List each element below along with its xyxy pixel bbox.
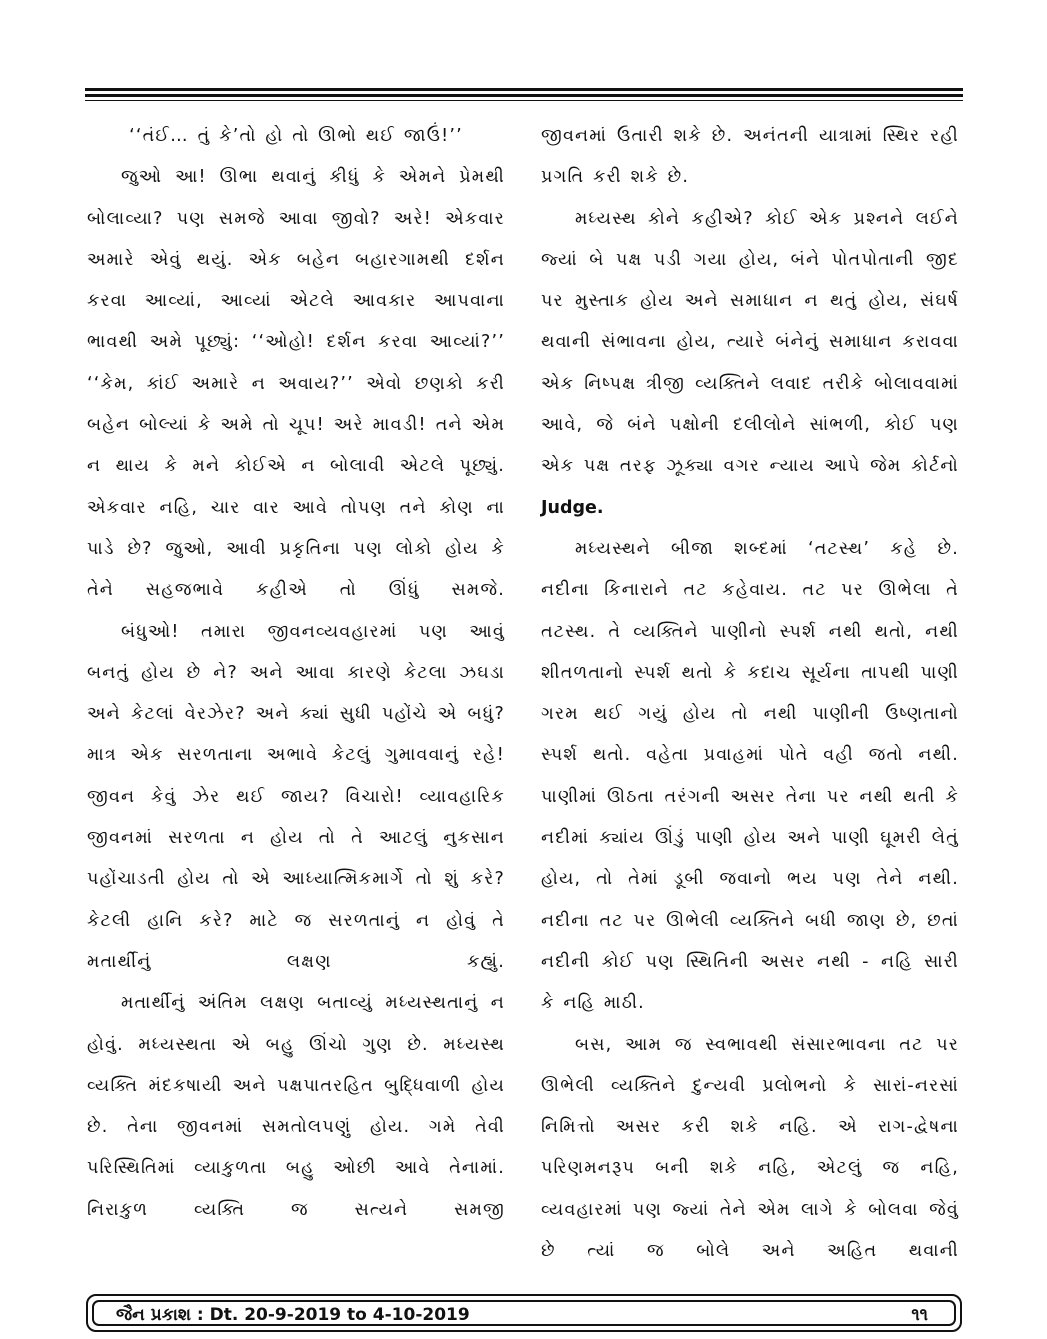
header-rule-thin (85, 100, 963, 101)
page-number: ૧૧ (911, 1305, 928, 1325)
left-column (87, 116, 505, 1231)
left-paragraph-2: જુઓ આ! ઊભા થવાનું કીધું કે એમને પ્રેમથી બોલાવ્યા? પણ સમજે આવા જીવો? અરે! એકવાર અમારે એવું થયું. એક બહેન બહારગામથી દર્શન કરવા આવ્યાં, આવ્યાં એટલે આવકાર આપવાના ભાવથી અમે પૂછ્યું: ‘‘ઓહો! દર્શન કરવા આવ્યાં?’’ ‘‘કેમ, કાંઈ અમારે ન અવાય?’’ એવો છણકો કરી બહેન બોલ્યાં કે અમે તો ચૂપ! અરે માવડી! તને એમ ન થાય કે મને કોઈએ ન બોલાવી એટલે પૂછ્યું. એકવાર નહિ, ચાર વાર આવે તોપણ તને કોણ ના પાડે છે? જુઓ, આવી પ્રકૃતિના પણ લોકો હોય કે તેને સહજભાવે કહીએ તો ઊંધું સમજે. (87, 167, 505, 601)
left-paragraph-1: ‘‘તંઈ… તું કે’તો હો તો ઊભો થઈ જાઉં!’’ (129, 126, 463, 146)
footer-frame (86, 1294, 962, 1332)
left-paragraph-4: મતાર્થીનું અંતિમ લક્ષણ બતાવ્યું મધ્યસ્થતાનું ન હોવું. મધ્યસ્થતા એ બહુ ઊંચો ગુણ છે. મધ્યસ્થ વ્યક્તિ મંદકષાયી અને પક્ષપાતરહિત બુદ્ધિવાળી હોય છે. તેના જીવનમાં સમતોલપણું હોય. ગમે તેવી પરિસ્થિતિમાં વ્યાકુળતા બહુ ઓછી આવે તેનામાં. નિરાકુળ વ્યક્તિ જ સત્યને સમજી (87, 993, 505, 1220)
header-rule-thick-2 (85, 94, 963, 97)
right-paragraph-3: મધ્યસ્થને બીજા શબ્દમાં ‘તટસ્થ’ કહે છે. નદીના કિનારાને તટ કહેવાય. તટ પર ઊભેલા તે તટસ્થ. તે વ્યક્તિને પાણીનો સ્પર્શ નથી થતો, નથી શીતળતાનો સ્પર્શ થતો કે કદાચ સૂર્યના તાપથી પાણી ગરમ થઈ ગયું હોય તો નથી પાણીની ઉષ્ણતાનો સ્પર્શ થતો. વહેતા પ્રવાહમાં પોતે વહી જતો નથી. પાણીમાં ઊઠતા તરંગની અસર તેના પર નથી થતી કે નદીમાં ક્યાંય ઊંડું પાણી હોય અને પાણી ઘૂમરી લેતું હોય, તો તેમાં ડૂબી જવાનો ભય પણ તેને નથી. નદીના તટ પર ઊભેલી વ્યક્તિને બધી જાણ છે, છતાં નદીની કોઈ પણ સ્થિતિની અસર નથી - નહિ સારી કે નહિ માઠી. (541, 538, 959, 1014)
left-paragraph-3: બંધુઓ! તમારા જીવનવ્યવહારમાં પણ આવું બનતું હોય છે ને? અને આવા કારણે કેટલા ઝઘડા અને કેટલાં વેરઝેર? અને ક્યાં સુધી પહોંચે એ બધું? માત્ર એક સરળતાના અભાવે કેટલું ગુમાવવાનું રહે! જીવન કેવું ઝેર થઈ જાય? વિચારો! વ્યાવહારિક જીવનમાં સરળતા ન હોય તો તે આટલું નુકસાન પહોંચાડતી હોય તો એ આધ્યાત્મિકમાર્ગે તો શું કરે? કેટલી હાનિ કરે? માટે જ સરળતાનું ન હોવું તે મતાર્થીનું લક્ષણ કહ્યું. (87, 621, 505, 972)
header-rule-thick (85, 88, 963, 91)
footer-inner-frame (92, 1300, 956, 1326)
right-paragraph-1: જીવનમાં ઉતારી શકે છે. અનંતની યાત્રામાં સ્થિર રહી પ્રગતિ કરી શકે છે. (541, 126, 959, 188)
judge-word: Judge. (541, 497, 604, 518)
right-paragraph-2 (541, 199, 959, 529)
footer-title: જૈન પ્રકાશ : Dt. 20-9-2019 to 4-10-2019 (116, 1305, 470, 1325)
right-column (541, 116, 959, 1272)
right-paragraph-2-text: મધ્યસ્થ કોને કહીએ? કોઈ એક પ્રશ્નને લઈને જ્યાં બે પક્ષ પડી ગયા હોય, બંને પોતપોતાની જીદ પર મુસ્તાક હોય અને સમાધાન ન થતું હોય, સંઘર્ષ થવાની સંભાવના હોય, ત્યારે બંનેનું સમાધાન કરાવવા એક નિષ્પક્ષ ત્રીજી વ્યક્તિને લવાદ તરીકે બોલાવવામાં આવે, જે બંને પક્ષોની દલીલોને સાંભળી, કોઈ પણ એક પક્ષ તરફ ઝૂક્યા વગર ન્યાય આપે જેમ કોર્ટનો (541, 208, 959, 477)
right-paragraph-4: બસ, આમ જ સ્વભાવથી સંસારભાવના તટ પર ઊભેલી વ્યક્તિને દુન્યવી પ્રલોભનો કે સારાં-નરસાં નિમિત્તો અસર કરી શકે નહિ. એ રાગ-દ્વેષના પરિણમનરૂપ બની શકે નહિ, એટલું જ નહિ, વ્યવહારમાં પણ જ્યાં તેને એમ લાગે કે બોલવા જેવું છે ત્યાં જ બોલે અને અહિત થવાની (541, 1034, 959, 1262)
